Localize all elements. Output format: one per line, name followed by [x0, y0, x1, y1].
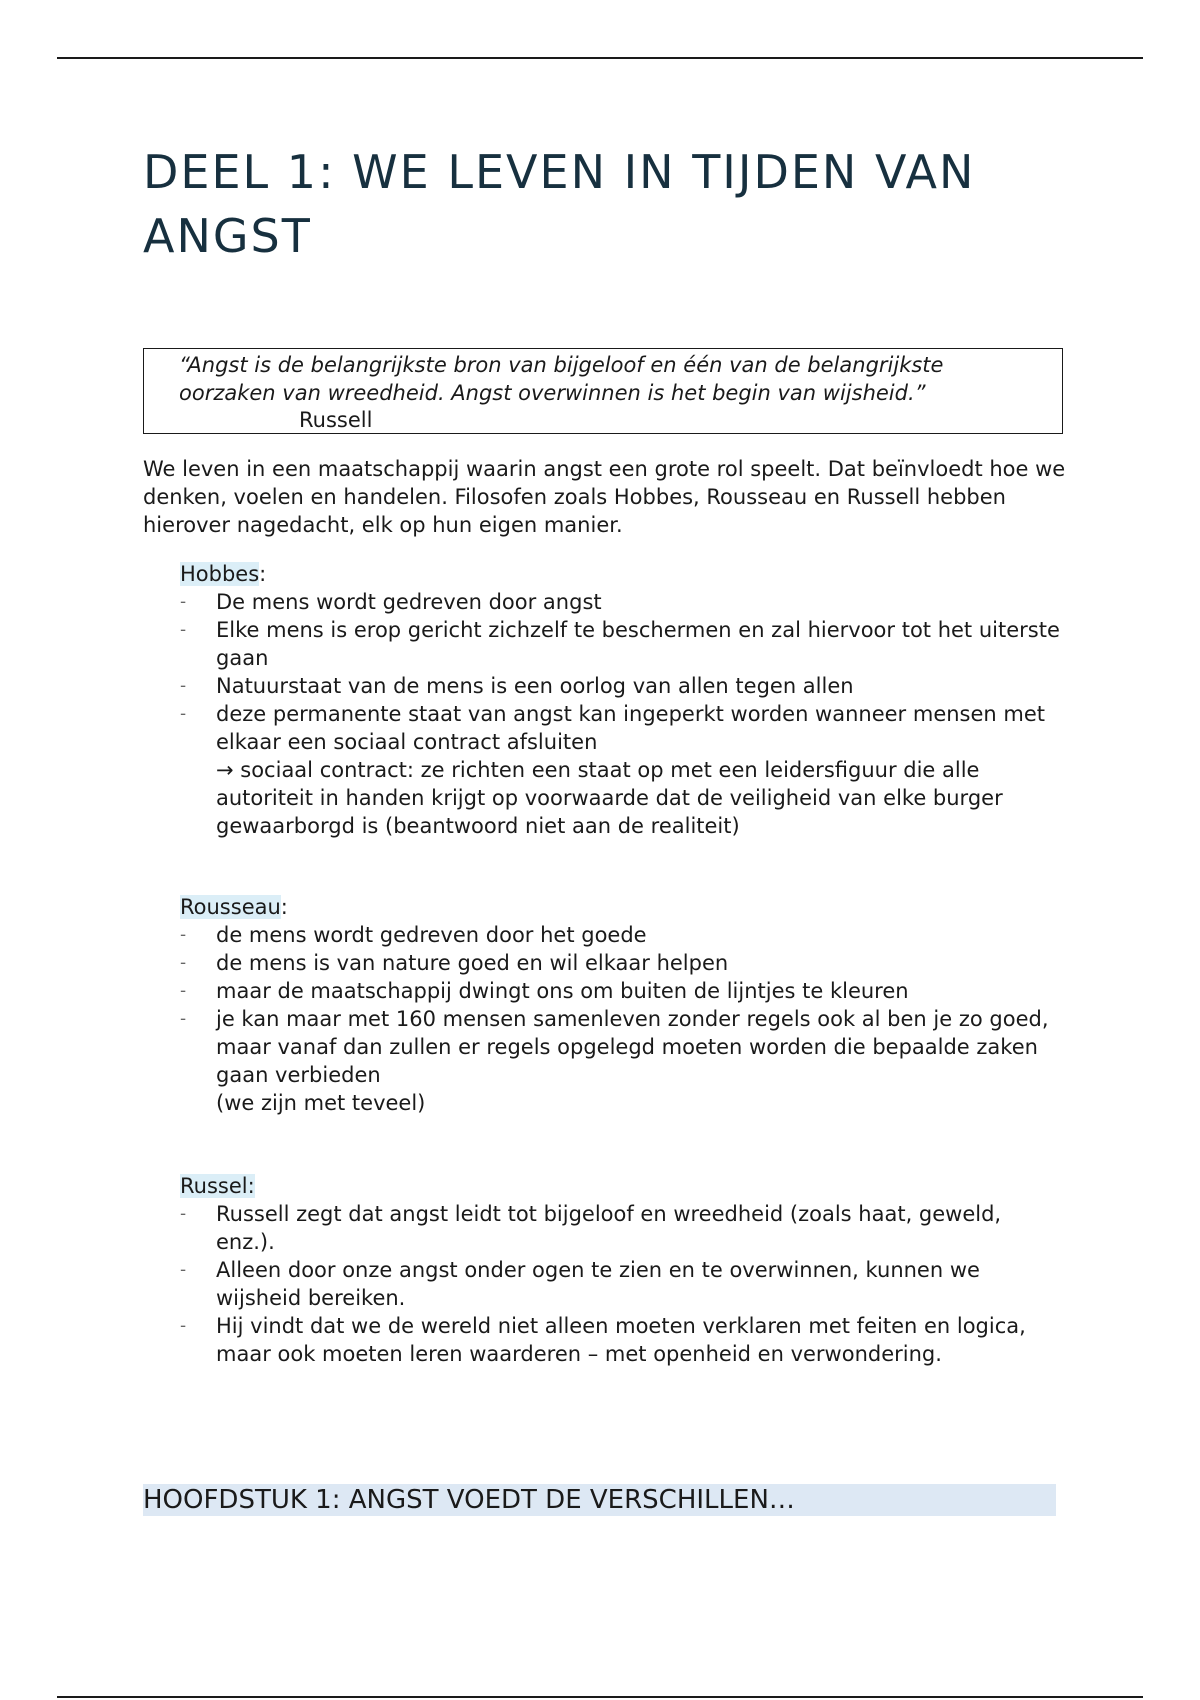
- heading-colon: :: [259, 562, 267, 586]
- chapter-heading: HOOFDSTUK 1: ANGST VOEDT DE VERSCHILLEN…: [143, 1484, 1056, 1516]
- list-item: - de mens wordt gedreven door het goede: [180, 921, 1060, 949]
- section-heading-russel: [180, 1172, 1060, 1200]
- heading-colon: :: [280, 895, 288, 919]
- bullet-list-rousseau: [180, 921, 1060, 1117]
- quote-text: “Angst is de belangrijkste bron van bijgeloof en één van de belangrijkste oorzaken van wreedheid. Angst overwinnen is het begin van wijsheid.”: [179, 353, 944, 405]
- bullet-list-hobbes: [180, 588, 1060, 840]
- quote-box: [143, 348, 1063, 434]
- section-russel: [180, 1172, 1060, 1368]
- quote-author: Russell: [299, 408, 373, 432]
- highlight-rousseau: Rousseau: [180, 895, 281, 919]
- list-item: - De mens wordt gedreven door angst: [180, 588, 1060, 616]
- section-rousseau: [180, 893, 1060, 1117]
- list-item: - Russell zegt dat angst leidt tot bijgeloof en wreedheid (zoals haat, geweld, enz.).: [180, 1200, 1060, 1256]
- list-item: - Hij vindt dat we de wereld niet alleen moeten verklaren met feiten en logica, maar ook moeten leren waarderen – met openheid en verwondering.: [180, 1312, 1060, 1368]
- list-item-continuation: → sociaal contract: ze richten een staat op met een leidersfiguur die alle autoriteit in handen krijgt op voorwaarde dat de veiligheid van elke burger gewaarborgd is (beantwoord niet aan de realiteit): [216, 758, 1003, 838]
- list-item: - je kan maar met 160 mensen samenleven zonder regels ook al ben je zo goed, maar vanaf dan zullen er regels opgelegd moeten worden die bepaalde zaken gaan verbieden: [180, 1005, 1060, 1089]
- bullet-list-russel: [180, 1200, 1060, 1368]
- footer-rule: [57, 1696, 1143, 1698]
- section-hobbes: [180, 560, 1060, 840]
- intro-paragraph: We leven in een maatschappij waarin angst een grote rol speelt. Dat beïnvloedt hoe we denken, voelen en handelen. Filosofen zoals Hobbes, Rousseau en Russell hebben hierover nagedacht, elk op hun eigen manier.: [143, 457, 1066, 537]
- list-item: - Alleen door onze angst onder ogen te zien en te overwinnen, kunnen we wijsheid bereiken.: [180, 1256, 1060, 1312]
- section-heading-rousseau: [180, 893, 1060, 921]
- list-item: - de mens is van nature goed en wil elkaar helpen: [180, 949, 1060, 977]
- header-rule: [57, 57, 1143, 59]
- highlight-russel: Russel:: [180, 1174, 255, 1198]
- page-title: DEEL 1: WE LEVEN IN TIJDEN VAN ANGST: [143, 145, 976, 263]
- list-item: - maar de maatschappij dwingt ons om buiten de lijntjes te kleuren: [180, 977, 1060, 1005]
- highlight-hobbes: Hobbes: [180, 562, 260, 586]
- list-item: - Elke mens is erop gericht zichzelf te beschermen en zal hiervoor tot het uiterste gaan: [180, 616, 1060, 672]
- section-heading-hobbes: [180, 560, 1060, 588]
- list-item: - Natuurstaat van de mens is een oorlog van allen tegen allen: [180, 672, 1060, 700]
- list-item: - deze permanente staat van angst kan ingeperkt worden wanneer mensen met elkaar een sociaal contract afsluiten: [180, 700, 1060, 756]
- list-item-continuation: (we zijn met teveel): [216, 1091, 426, 1115]
